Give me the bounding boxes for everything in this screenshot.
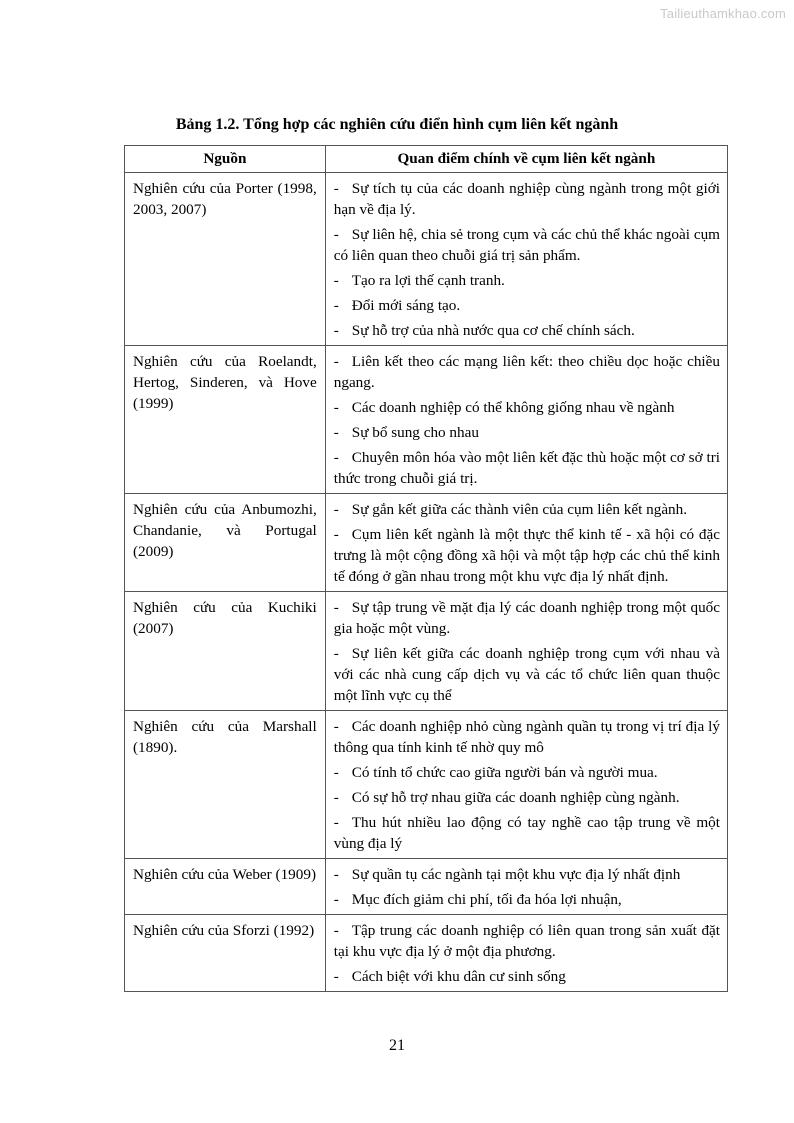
views-cell: [325, 915, 727, 992]
watermark: Tailieuthamkhao.com: [660, 6, 786, 21]
views-cell: [325, 494, 727, 592]
research-summary-table: [124, 145, 728, 992]
views-cell: [325, 711, 727, 859]
view-point: - Sự tích tụ của các doanh nghiệp cùng ngành trong một giới hạn về địa lý.: [333, 180, 720, 218]
view-point: - Các doanh nghiệp có thể không giống nhau về ngành: [333, 399, 675, 416]
table-row: [125, 711, 728, 859]
view-point: - Tạo ra lợi thế cạnh tranh.: [333, 272, 505, 289]
source-cell: Nghiên cứu của Anbumozhi, Chandanie, và Portugal (2009): [125, 494, 326, 592]
view-point: - Sự bổ sung cho nhau: [333, 424, 479, 441]
table-row: [125, 592, 728, 711]
header-source: Nguồn: [125, 146, 326, 173]
table-caption: Bảng 1.2. Tổng hợp các nghiên cứu điển hình cụm liên kết ngành: [175, 116, 619, 133]
view-point: - Đổi mới sáng tạo.: [333, 297, 461, 314]
view-point: - Các doanh nghiệp nhỏ cùng ngành quần tụ trong vị trí địa lý thông qua tính kinh tế nhờ quy mô: [333, 718, 720, 756]
view-point: - Tập trung các doanh nghiệp có liên quan trong sản xuất đặt tại khu vực địa lý ở một địa phương.: [333, 922, 720, 960]
source-cell: Nghiên cứu của Weber (1909): [125, 859, 326, 915]
views-cell: [325, 859, 727, 915]
views-cell: [325, 173, 727, 346]
view-point: - Mục đích giảm chi phí, tối đa hóa lợi nhuận,: [333, 891, 622, 908]
view-point: - Sự hỗ trợ của nhà nước qua cơ chế chính sách.: [333, 322, 635, 339]
source-cell: Nghiên cứu của Kuchiki (2007): [125, 592, 326, 711]
table-row: [125, 494, 728, 592]
table-row: [125, 859, 728, 915]
source-cell: Nghiên cứu của Roelandt, Hertog, Sinderen, và Hove (1999): [125, 346, 326, 494]
header-views: Quan điểm chính về cụm liên kết ngành: [325, 146, 727, 173]
view-point: - Sự tập trung về mặt địa lý các doanh nghiệp trong một quốc gia hoặc một vùng.: [333, 599, 720, 637]
view-point: - Cách biệt với khu dân cư sinh sống: [333, 968, 566, 985]
source-cell: Nghiên cứu của Porter (1998, 2003, 2007): [125, 173, 326, 346]
views-cell: [325, 592, 727, 711]
table-row: [125, 915, 728, 992]
views-cell: [325, 346, 727, 494]
table-row: [125, 346, 728, 494]
view-point: - Liên kết theo các mạng liên kết: theo chiều dọc hoặc chiều ngang.: [333, 353, 720, 391]
table-header-row: [125, 146, 728, 173]
view-point: - Sự liên kết giữa các doanh nghiệp trong cụm với nhau và với các nhà cung cấp dịch vụ và các tổ chức liên quan thuộc một lĩnh vực cụ thể: [333, 645, 720, 704]
view-point: - Sự liên hệ, chia sẻ trong cụm và các chủ thể khác ngoài cụm có liên quan theo chuỗi giá trị sản phẩm.: [333, 226, 720, 264]
page-number: 21: [389, 1037, 405, 1054]
view-point: - Thu hút nhiều lao động có tay nghề cao tập trung về một vùng địa lý: [333, 814, 720, 852]
view-point: - Cụm liên kết ngành là một thực thể kinh tế - xã hội có đặc trưng là một cộng đồng xã hội và một tập hợp các chủ thể kinh tế đóng ở gần nhau trong một khu vực địa lý nhất định.: [333, 526, 720, 585]
view-point: - Có tính tổ chức cao giữa người bán và người mua.: [333, 764, 658, 781]
table-row: [125, 173, 728, 346]
view-point: - Sự gắn kết giữa các thành viên của cụm liên kết ngành.: [333, 501, 688, 518]
source-cell: Nghiên cứu của Sforzi (1992): [125, 915, 326, 992]
view-point: - Chuyên môn hóa vào một liên kết đặc thù hoặc một cơ sở tri thức trong chuỗi giá trị.: [333, 449, 720, 487]
source-cell: Nghiên cứu của Marshall (1890).: [125, 711, 326, 859]
view-point: - Sự quần tụ các ngành tại một khu vực địa lý nhất định: [333, 866, 681, 883]
view-point: - Có sự hỗ trợ nhau giữa các doanh nghiệp cùng ngành.: [333, 789, 680, 806]
